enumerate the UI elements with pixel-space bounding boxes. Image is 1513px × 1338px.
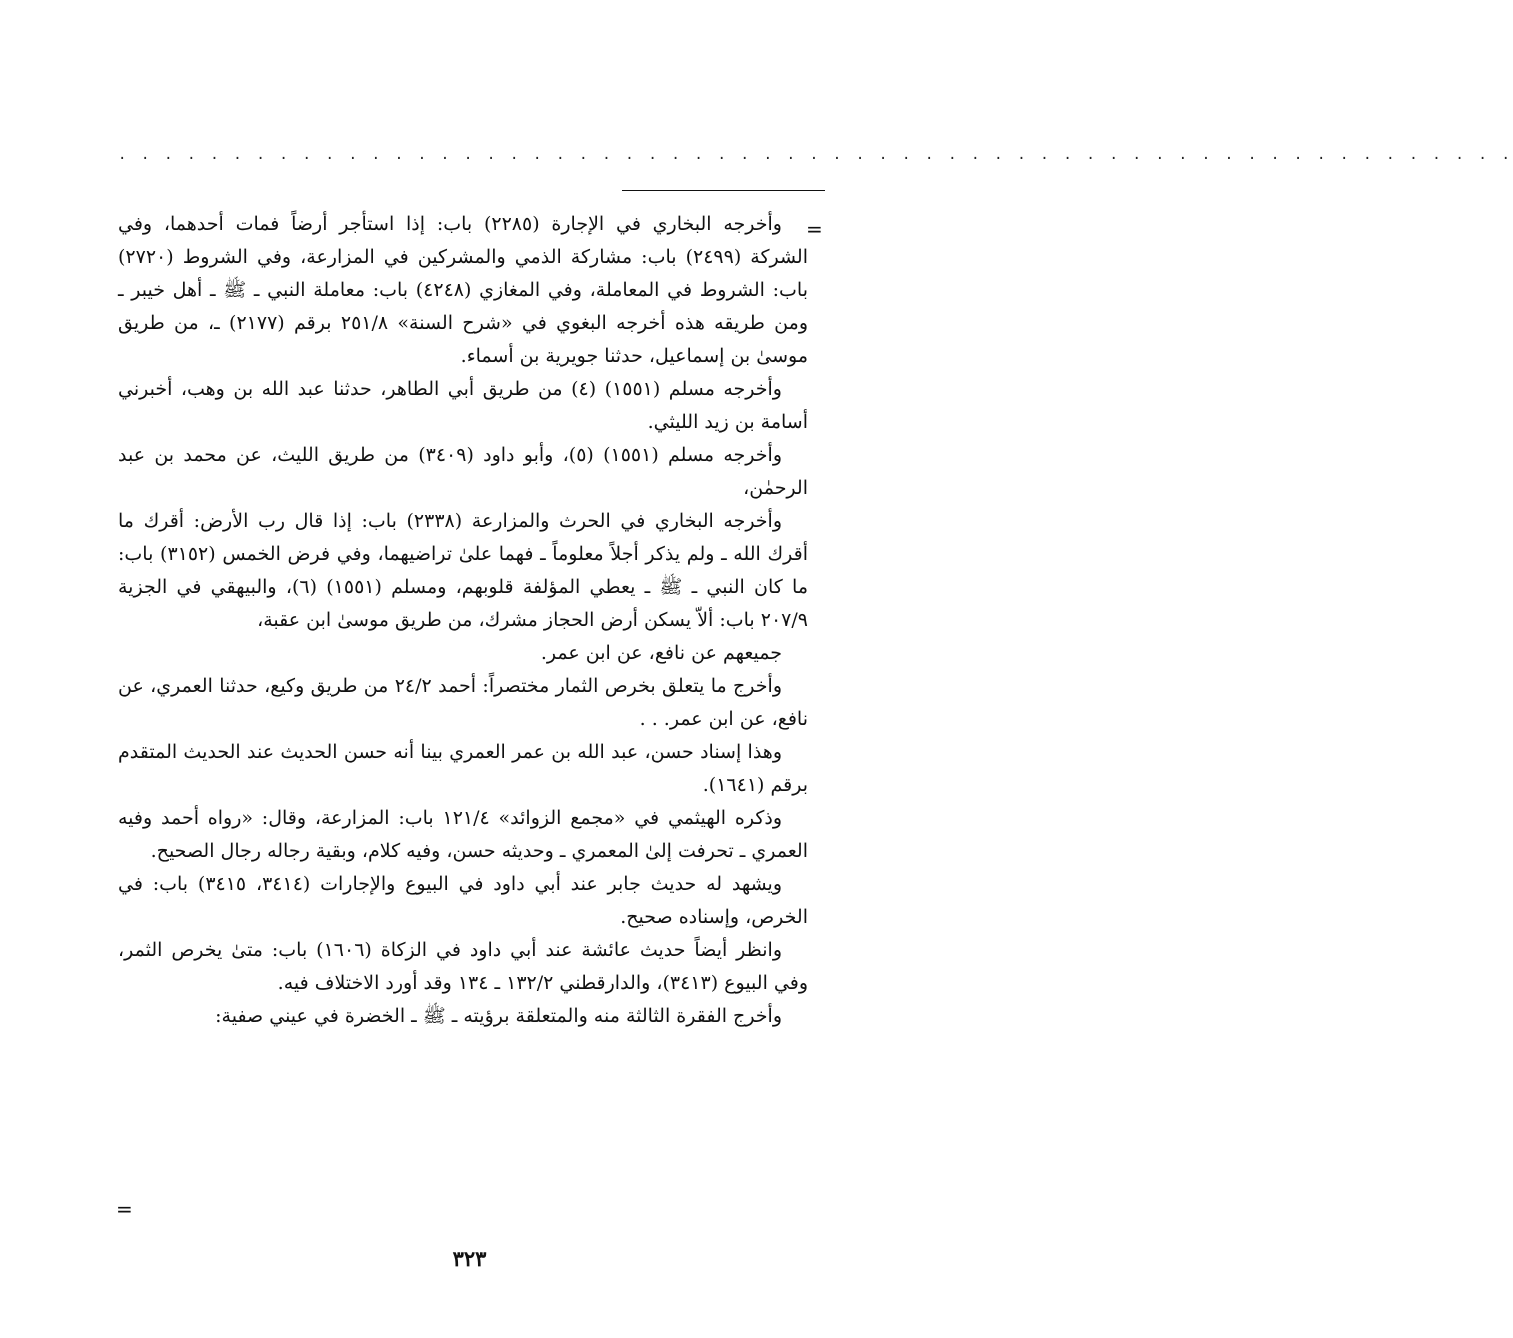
- paragraph: وأخرج الفقرة الثالثة منه والمتعلقة برؤيته ـ ﷺ ـ الخضرة في عيني صفية:: [215, 1005, 782, 1027]
- continuation-mark-top: =: [806, 217, 823, 241]
- dotted-separator: . . . . . . . . . . . . . . . . . . . . . . . . . . . . . . . . . . . . . . . . . . . . . . . . . . . . . . . . . . . . .: [118, 147, 1513, 163]
- paragraph: وانظر أيضاً حديث عائشة عند أبي داود في الزكاة (١٦٠٦) باب: متىٰ يخرص الثمر، وفي البيوع (٣٤١٣)، والدارقطني ١٣٢/٢ ـ ١٣٤ وقد أورد الاختلاف فيه.: [118, 939, 808, 994]
- footnote-rule: [622, 190, 825, 191]
- paragraph: وأخرجه البخاري في الإجارة (٢٢٨٥) باب: إذا استأجر أرضاً فمات أحدهما، وفي الشركة (٢٤٩٩) باب: مشاركة الذمي والمشركين في المزارعة، وفي الشروط (٢٧٢٠) باب: الشروط في المعاملة، وفي المغازي (٤٢٤٨) باب: معاملة النبي ـ ﷺ ـ أهل خيبر ـ ومن طريقه هذه أخرجه البغوي في «شرح السنة» ٢٥١/٨ برقم (٢١٧٧) ـ، من طريق موسىٰ بن إسماعيل، حدثنا جويرية بن أسماء.: [118, 213, 809, 367]
- continuation-mark-bottom: =: [116, 1197, 133, 1221]
- paragraph: جميعهم عن نافع، عن ابن عمر.: [540, 642, 782, 664]
- footnote-text: [118, 208, 808, 1033]
- paragraph: وهذا إسناد حسن، عبد الله بن عمر العمري بينا أنه حسن الحديث عند الحديث المتقدم برقم (١٦٤١).: [118, 741, 808, 796]
- page-number: ٣٢٣: [452, 1246, 487, 1271]
- paragraph: وذكره الهيثمي في «مجمع الزوائد» ١٢١/٤ باب: المزارعة، وقال: «رواه أحمد وفيه العمري ـ تحرفت إلىٰ المعمري ـ وحديثه حسن، وفيه كلام، وبقية رجاله رجال الصحيح.: [118, 807, 808, 862]
- paragraph: وأخرج ما يتعلق بخرص الثمار مختصراً: أحمد ٢٤/٢ من طريق وكيع، حدثنا العمري، عن نافع، عن ابن عمر. . .: [118, 675, 808, 730]
- paragraph: وأخرجه البخاري في الحرث والمزارعة (٢٣٣٨) باب: إذا قال رب الأرض: أقرك ما أقرك الله ـ ولم يذكر أجلاً معلوماً ـ فهما علىٰ تراضيهما، وفي فرض الخمس (٣١٥٢) باب: ما كان النبي ـ ﷺ ـ يعطي المؤلفة قلوبهم، ومسلم (١٥٥١) (٦)، والبيهقي في الجزية ٢٠٧/٩ باب: ألاّ يسكن أرض الحجاز مشرك، من طريق موسىٰ ابن عقبة،: [118, 510, 808, 631]
- paragraph: وأخرجه مسلم (١٥٥١) (٥)، وأبو داود (٣٤٠٩) من طريق الليث، عن محمد بن عبد الرحمٰن،: [118, 444, 808, 499]
- paragraph: وأخرجه مسلم (١٥٥١) (٤) من طريق أبي الطاهر، حدثنا عبد الله بن وهب، أخبرني أسامة بن زيد الليثي.: [118, 378, 808, 433]
- paragraph: ويشهد له حديث جابر عند أبي داود في البيوع والإجارات (٣٤١٤، ٣٤١٥) باب: في الخرص، وإسناده صحيح.: [118, 873, 808, 928]
